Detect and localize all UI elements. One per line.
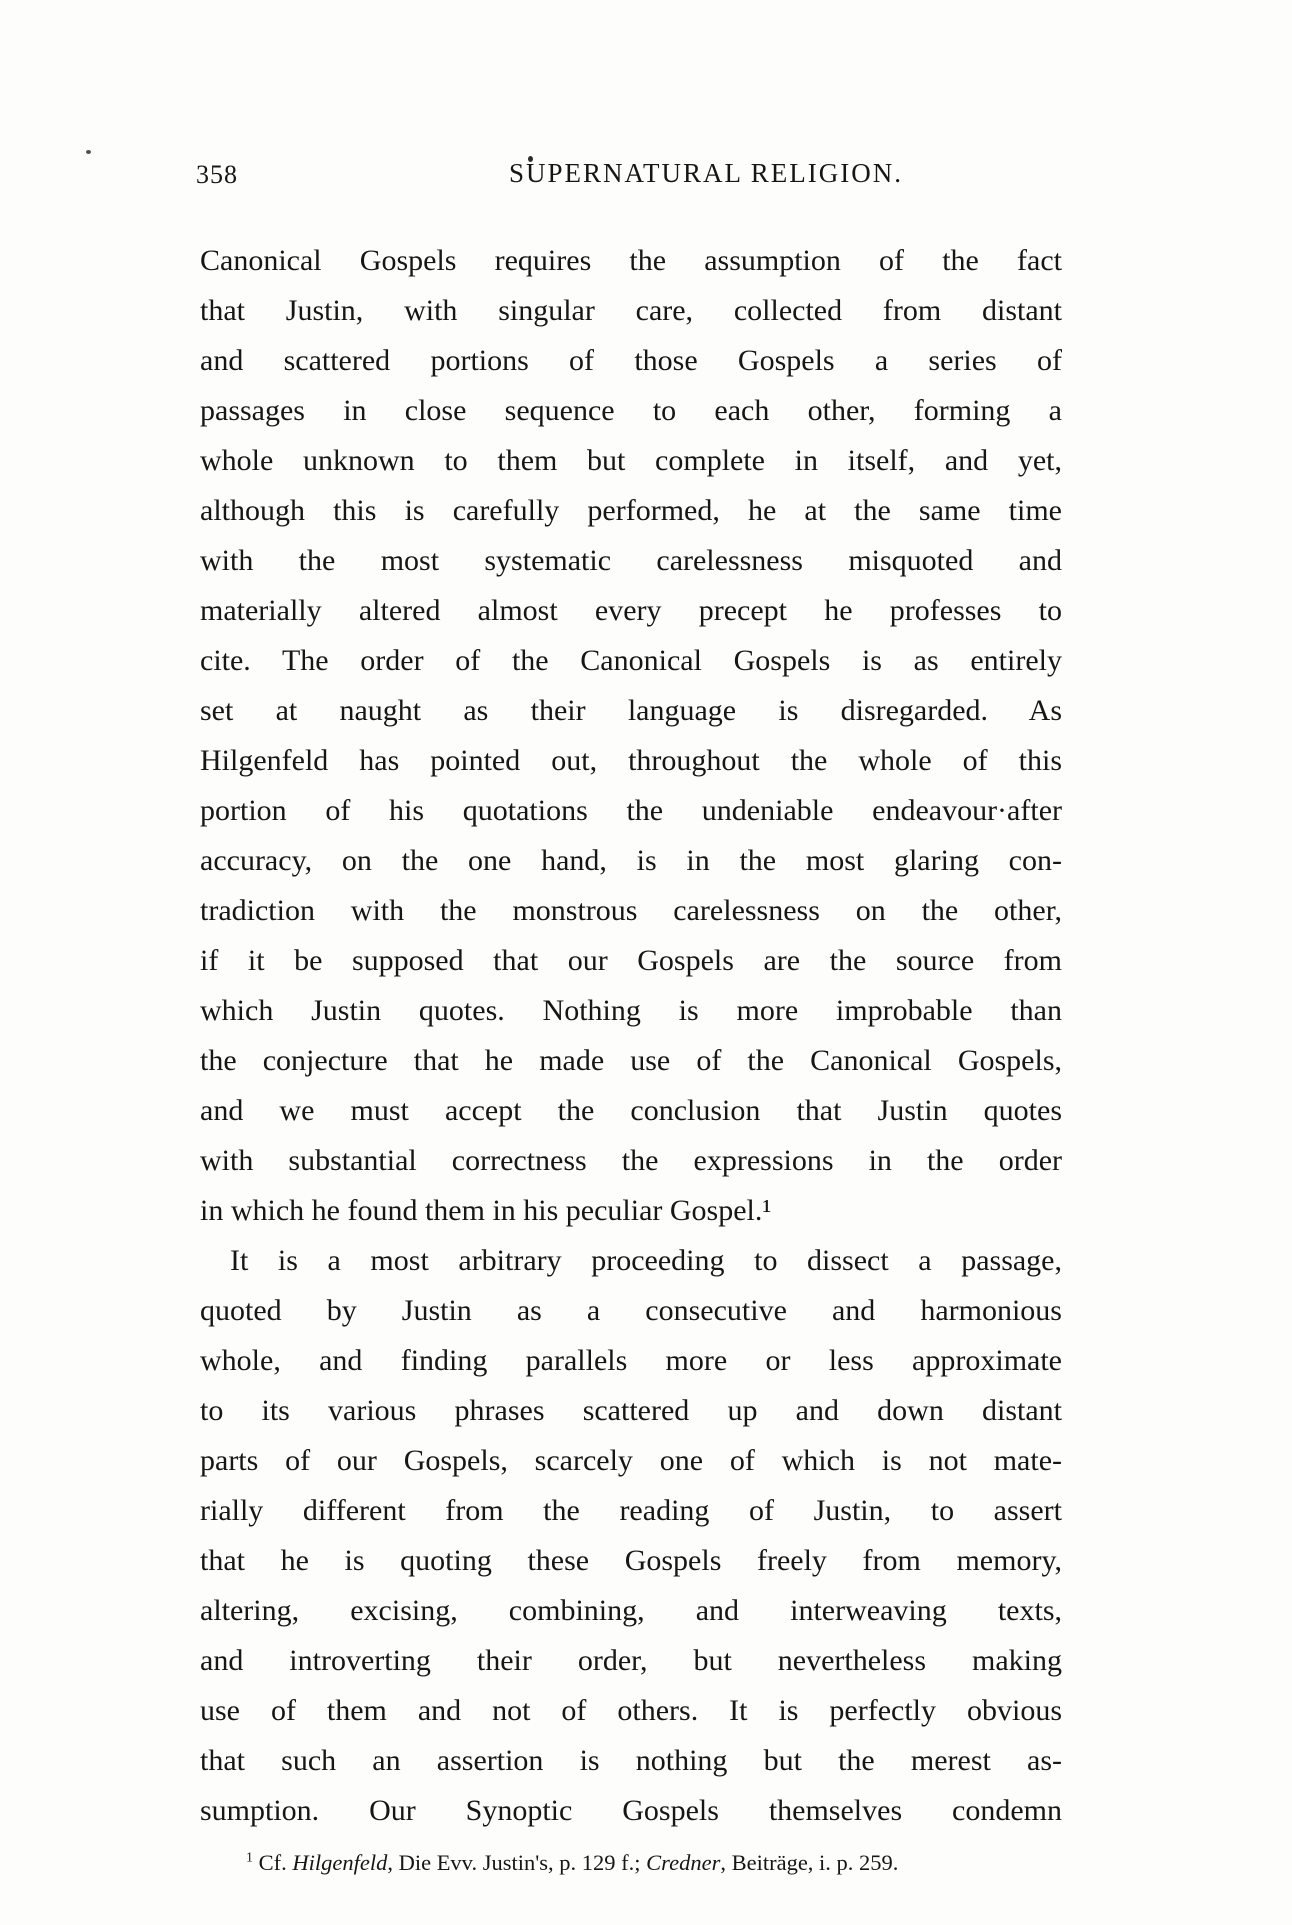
text-line: It is a most arbitrary proceeding to dissect a passage,: [230, 1244, 1062, 1277]
footnote-marker: 1: [246, 1850, 253, 1866]
text-line: whole, and finding parallels more or less approximate: [200, 1344, 1062, 1377]
footnote-text: , Die Evv. Justin's, p. 129 f.;: [387, 1850, 647, 1875]
text-line: if it be supposed that our Gospels are the source from: [200, 944, 1062, 977]
text-line: that such an assertion is nothing but the merest as-: [200, 1744, 1062, 1777]
text-line: portion of his quotations the undeniable endeavour·after: [200, 794, 1062, 827]
text-line: which Justin quotes. Nothing is more improbable than: [200, 994, 1062, 1027]
text-line: to its various phrases scattered up and down distant: [200, 1394, 1062, 1427]
text-line: accuracy, on the one hand, is in the most glaring con-: [200, 844, 1062, 877]
text-line: passages in close sequence to each other, forming a: [200, 394, 1062, 427]
footnote-text: Cf.: [258, 1850, 293, 1875]
text-line: cite. The order of the Canonical Gospels is as entirely: [200, 644, 1062, 677]
text-line: materially altered almost every precept he professes to: [200, 594, 1062, 627]
body-text: [200, 236, 1062, 1836]
text-line: in which he found them in his peculiar Gospel.¹: [200, 1194, 772, 1227]
text-line: altering, excising, combining, and interweaving texts,: [200, 1594, 1062, 1627]
text-line: quoted by Justin as a consecutive and harmonious: [200, 1294, 1062, 1327]
text-line: with substantial correctness the expressions in the order: [200, 1144, 1062, 1177]
text-line: parts of our Gospels, scarcely one of which is not mate-: [200, 1444, 1062, 1477]
running-title: SUPERNATURAL RELIGION.: [509, 158, 903, 188]
text-line: Canonical Gospels requires the assumption of the fact: [200, 244, 1062, 277]
footnote-cite-italic: Hilgenfeld: [292, 1850, 388, 1875]
page-number: 358: [196, 160, 238, 189]
text-line: and introverting their order, but nevertheless making: [200, 1644, 1062, 1677]
text-line: although this is carefully performed, he at the same time: [200, 494, 1062, 527]
text-line: Hilgenfeld has pointed out, throughout the whole of this: [200, 744, 1062, 777]
footnote-text: , Beiträge, i. p. 259.: [720, 1850, 899, 1875]
text-line: whole unknown to them but complete in itself, and yet,: [200, 444, 1062, 477]
text-line: and scattered portions of those Gospels a series of: [200, 344, 1062, 377]
text-line: use of them and not of others. It is perfectly obvious: [200, 1694, 1062, 1727]
footnote-cite-italic: Credner: [646, 1850, 721, 1875]
text-line: set at naught as their language is disregarded. As: [200, 694, 1062, 727]
text-line: that Justin, with singular care, collected from distant: [200, 294, 1062, 327]
scan-speck: [86, 150, 91, 154]
text-line: tradiction with the monstrous carelessness on the other,: [200, 894, 1062, 927]
footnote: [200, 1846, 1062, 1880]
text-line: that he is quoting these Gospels freely from memory,: [200, 1544, 1062, 1577]
text-line: with the most systematic carelessness misquoted and: [200, 544, 1062, 577]
text-line: sumption. Our Synoptic Gospels themselves condemn: [200, 1794, 1062, 1827]
text-line: the conjecture that he made use of the Canonical Gospels,: [200, 1044, 1062, 1077]
text-line: rially different from the reading of Justin, to assert: [200, 1494, 1062, 1527]
text-line: and we must accept the conclusion that Justin quotes: [200, 1094, 1062, 1127]
